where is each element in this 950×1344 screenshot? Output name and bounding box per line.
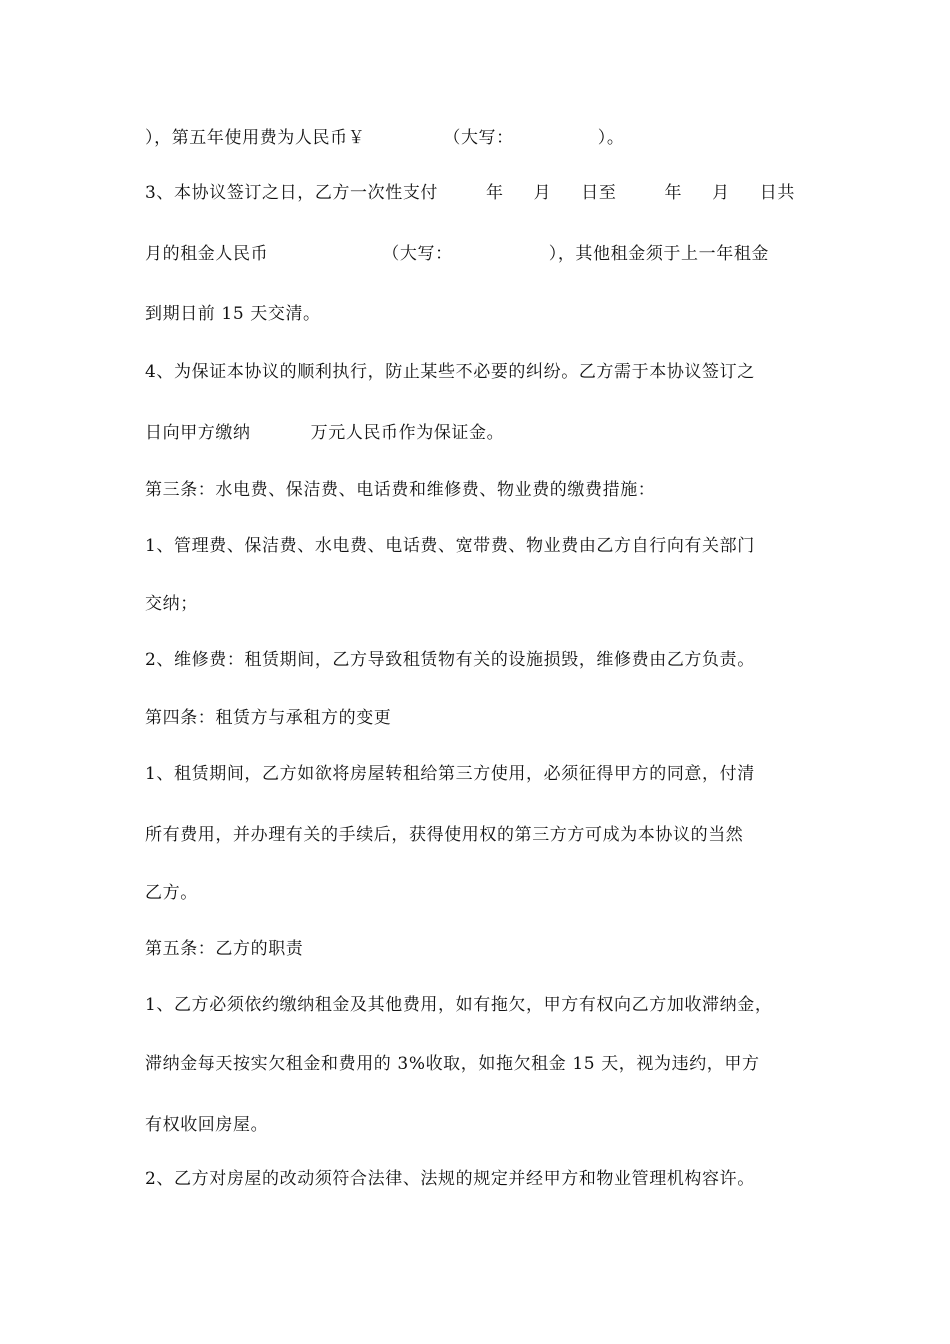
text-line: 到期日前 15 天交清。 [145,304,321,324]
section-heading: 第四条：租赁方与承租方的变更 [145,708,392,728]
text-line: 3、本协议签订之日，乙方一次性支付 年 月 日至 年 月 日共 [145,183,795,203]
section-heading: 第五条：乙方的职责 [145,939,304,959]
text-line: 有权收回房屋。 [145,1115,269,1135]
text-line: 月的租金人民币 （大写： ），其他租金须于上一年租金 [145,244,770,264]
text-line: 2、乙方对房屋的改动须符合法律、法规的规定并经甲方和物业管理机构容许。 [145,1169,755,1189]
text-line: 所有费用，并办理有关的手续后，获得使用权的第三方方可成为本协议的当然 [145,825,744,845]
text-line: 4、为保证本协议的顺利执行，防止某些不必要的纠纷。乙方需于本协议签订之 [145,362,755,382]
text-line: 乙方。 [145,883,198,903]
text-line: 滞纳金每天按实欠租金和费用的 3%收取，如拖欠租金 15 天，视为违约，甲方 [145,1054,760,1074]
section-heading: 第三条：水电费、保洁费、电话费和维修费、物业费的缴费措施： [145,480,656,500]
text-line: 2、维修费：租赁期间，乙方导致租赁物有关的设施损毁，维修费由乙方负责。 [145,650,755,670]
text-line: 交纳； [145,594,198,614]
text-line: 1、乙方必须依约缴纳租金及其他费用，如有拖欠，甲方有权向乙方加收滞纳金， [145,995,773,1015]
text-line: 1、管理费、保洁费、水电费、电话费、宽带费、物业费由乙方自行向有关部门 [145,536,755,556]
text-line: 日向甲方缴纳 万元人民币作为保证金。 [145,423,505,443]
text-line: 1、租赁期间，乙方如欲将房屋转租给第三方使用，必须征得甲方的同意，付清 [145,764,755,784]
text-line: ），第五年使用费为人民币￥ （大写： ）。 [145,128,625,148]
